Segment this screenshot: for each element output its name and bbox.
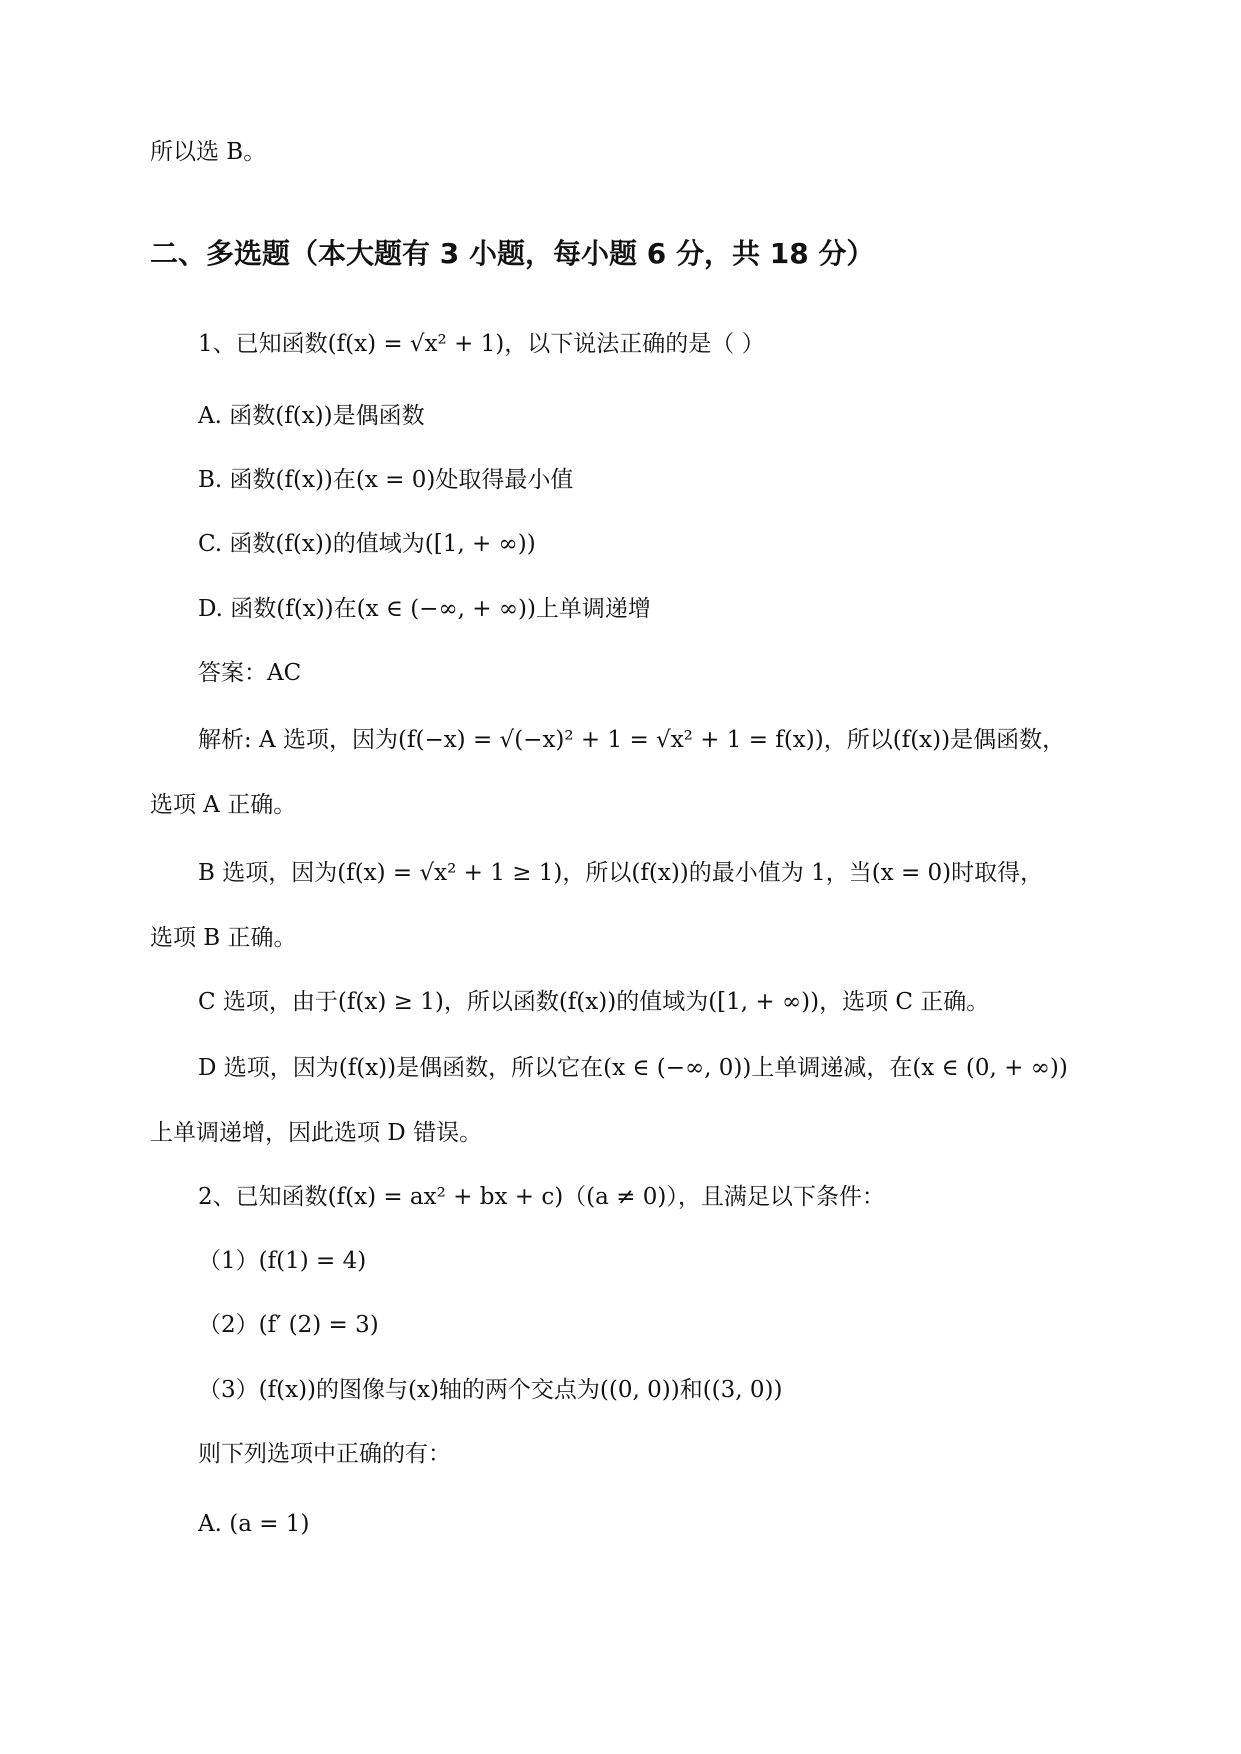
question-2-condition-1: （1）(f(1) = 4) (198, 1248, 367, 1274)
question-1-stem: 1、已知函数(f(x) = √x² + 1)，以下说法正确的是（ ） (198, 331, 765, 357)
question-1-option-c: C. 函数(f(x))的值域为([1, + ∞)) (198, 531, 536, 557)
analysis-line: 选项 A 正确。 (150, 792, 297, 818)
question-2-condition-3: （3）(f(x))的图像与(x)轴的两个交点为((0, 0))和((3, 0)) (198, 1377, 783, 1403)
question-1-option-b: B. 函数(f(x))在(x = 0)处取得最小值 (198, 467, 574, 493)
analysis-line: 上单调递增，因此选项 D 错误。 (150, 1120, 483, 1146)
analysis-line: 解析: A 选项，因为(f(−x) = √(−x)² + 1 = √x² + 1 = f(x))，所以(f(x))是偶函数， (198, 727, 1066, 753)
question-2-condition-2: （2）(f′ (2) = 3) (198, 1312, 379, 1338)
analysis-line: C 选项，由于(f(x) ≥ 1)，所以函数(f(x))的值域为([1, + ∞))，选项 C 正确。 (198, 989, 990, 1015)
analysis-line: B 选项，因为(f(x) = √x² + 1 ≥ 1)，所以(f(x))的最小值为 1，当(x = 0)时取得， (198, 860, 1044, 886)
question-1-option-d: D. 函数(f(x))在(x ∈ (−∞, + ∞))上单调递增 (198, 596, 651, 622)
question-2-prompt: 则下列选项中正确的有： (198, 1441, 451, 1467)
previous-conclusion: 所以选 B。 (150, 139, 267, 165)
section-title: 二、多选题（本大题有 3 小题，每小题 6 分，共 18 分） (150, 237, 875, 270)
analysis-line: 选项 B 正确。 (150, 925, 297, 951)
question-1-answer: 答案：AC (198, 660, 302, 686)
analysis-line: D 选项，因为(f(x))是偶函数，所以它在(x ∈ (−∞, 0))上单调递减，在(x ∈ (0, + ∞)) (198, 1055, 1068, 1081)
question-2-stem: 2、已知函数(f(x) = ax² + bx + c)（(a ≠ 0)），且满足以下条件： (198, 1184, 885, 1210)
question-1-option-a: A. 函数(f(x))是偶函数 (198, 403, 425, 429)
question-2-option-a: A. (a = 1) (198, 1511, 310, 1537)
